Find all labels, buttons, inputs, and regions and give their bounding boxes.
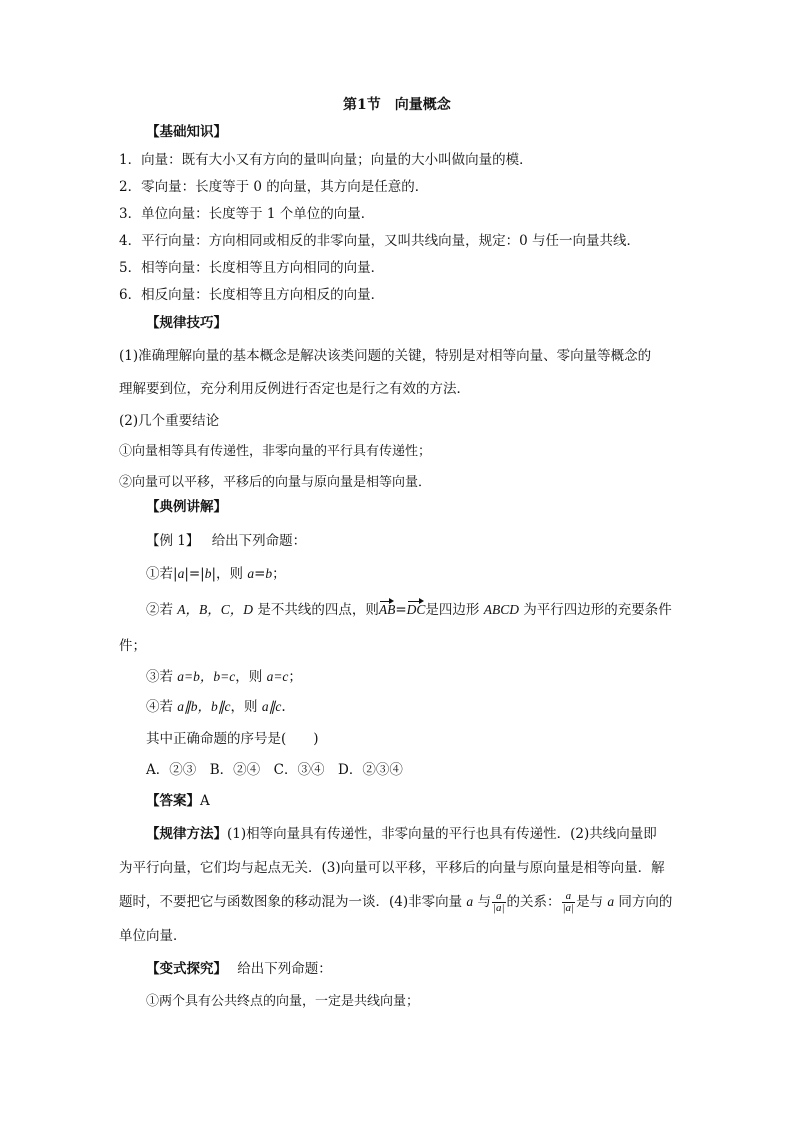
- prop2-mid: 是不共线的四点，则: [253, 602, 379, 618]
- prop3-res: a=c: [266, 669, 289, 684]
- page-title: 第1节 向量概念: [343, 97, 451, 113]
- prop1-mid: |=|: [184, 566, 205, 582]
- prop1-end: ；: [272, 566, 286, 582]
- variant-intro: 给出下列命题：: [237, 961, 332, 977]
- vector-ab: AB: [378, 602, 396, 617]
- basics-heading: 【基础知识】: [146, 124, 227, 140]
- prop1-a: a: [177, 566, 185, 581]
- rules-p1-line2: 理解要到位，充分利用反例进行否定也是行之有效的方法．: [119, 381, 470, 397]
- method-line-2: 为平行向量，它们均与起点无关．(3)向量可以平移，平移后的向量与原向量是相等向量．解: [119, 860, 665, 876]
- prop3-pre: ③若: [146, 669, 178, 685]
- basics-item-5: 5．相等向量：长度相等且方向相同的向量．: [119, 260, 385, 276]
- method-l3-with: 与: [473, 894, 491, 910]
- method-l3-end: 同方向的: [614, 894, 673, 910]
- rules-p1-line1: (1)准确理解向量的基本概念是解决该类问题的关键，特别是对相等向量、零向量等概念的: [119, 348, 652, 364]
- variant-proposition-1: ①两个具有公共终点的向量，一定是共线向量；: [146, 994, 420, 1009]
- method-l3-is: 是与: [576, 894, 608, 910]
- prop2-pre: ②若: [146, 602, 178, 618]
- rules-conclusion-1: ①向量相等具有传递性，非零向量的平行具有传递性；: [119, 444, 432, 459]
- prop1-mid2: |，则: [211, 566, 248, 582]
- example-intro: 给出下列命题：: [211, 533, 307, 549]
- method-line-1: [146, 825, 657, 843]
- variant-label: 【变式探究】: [146, 961, 227, 977]
- variant-line: [146, 960, 332, 978]
- method-l3-a: a: [466, 894, 474, 909]
- answer-label: 【答案】: [146, 793, 200, 809]
- proposition-1: [146, 565, 286, 583]
- basics-item-2: 2．零向量：长度等于 0 的向量，其方向是任意的．: [119, 179, 429, 195]
- fraction-numerator-2: a: [562, 891, 576, 903]
- fraction-a-over-norm: [492, 891, 506, 914]
- fraction-denominator: |a|: [492, 902, 505, 914]
- examples-heading: 【典例讲解】: [146, 499, 227, 515]
- answer-options: A．②③ B．②④ C．③④ D．②③④: [146, 762, 403, 778]
- proposition-3: [146, 668, 302, 686]
- prop3-mid: ，则: [235, 669, 267, 685]
- prop4-expr: a∥b，b∥c: [177, 699, 231, 714]
- prop1-pre: ①若|: [146, 566, 178, 582]
- rules-conclusion-2: ②向量可以平移，平移后的向量与原向量是相等向量．: [119, 475, 432, 490]
- vector-dc: DC: [406, 602, 426, 617]
- example-label: 【例 1】: [146, 533, 200, 549]
- basics-item-4: 4．平行向量：方向相同或相反的非零向量，又叫共线向量，规定：0 与任一向量共线．: [119, 233, 640, 249]
- answer-value: A: [200, 793, 210, 809]
- method-line-3: [119, 891, 672, 914]
- proposition-4: [146, 698, 286, 716]
- prop2-tail: 为平行四边形的充要条件: [518, 602, 672, 618]
- answer-line: [146, 792, 210, 810]
- fraction-numerator: a: [492, 891, 506, 903]
- prop4-mid: ，则: [230, 699, 262, 715]
- prop4-pre: ④若: [146, 699, 178, 715]
- prop1-a2: a: [247, 566, 255, 581]
- prop2-quad: ABCD: [483, 602, 519, 617]
- fraction-denominator-2: |a|: [562, 902, 575, 914]
- basics-item-3: 3．单位向量：长度等于 1 个单位的向量．: [119, 206, 375, 222]
- prop1-eq: =: [254, 566, 266, 582]
- example-1-line: [146, 532, 306, 550]
- method-l3-pre: 题时，不要把它与函数图象的移动混为一谈．(4)非零向量: [119, 894, 467, 910]
- prop2-post: 是四边形: [425, 602, 484, 618]
- method-line-4: 单位向量．: [119, 928, 187, 944]
- proposition-2-line2: 件；: [119, 638, 146, 654]
- prop1-b2: b: [265, 566, 273, 581]
- proposition-2: [146, 601, 672, 619]
- basics-item-1: 1．向量：既有大小又有方向的量叫向量；向量的大小叫做向量的模．: [119, 152, 533, 168]
- method-l3-rel: 的关系：: [506, 894, 561, 910]
- question-line: 其中正确命题的序号是( ): [146, 731, 319, 747]
- prop4-end: .: [281, 699, 286, 715]
- prop3-end: ；: [288, 669, 302, 685]
- rules-p2: (2)几个重要结论: [119, 413, 220, 429]
- fraction-a-over-norm-2: [562, 891, 576, 914]
- prop3-expr: a=b，b=c: [177, 669, 236, 684]
- prop1-b: b: [204, 566, 212, 581]
- method-l3-a2: a: [607, 894, 615, 909]
- rules-heading: 【规律技巧】: [146, 315, 227, 331]
- prop2-points: A，B，C，D: [177, 602, 254, 617]
- basics-item-6: 6．相反向量：长度相等且方向相反的向量．: [119, 287, 385, 303]
- method-label: 【规律方法】: [146, 826, 227, 842]
- prop4-res: a∥c: [261, 699, 282, 714]
- method-text-1: (1)相等向量具有传递性，非零向量的平行也具有传递性．(2)共线向量即: [227, 826, 657, 842]
- prop2-eq: =: [395, 602, 407, 618]
